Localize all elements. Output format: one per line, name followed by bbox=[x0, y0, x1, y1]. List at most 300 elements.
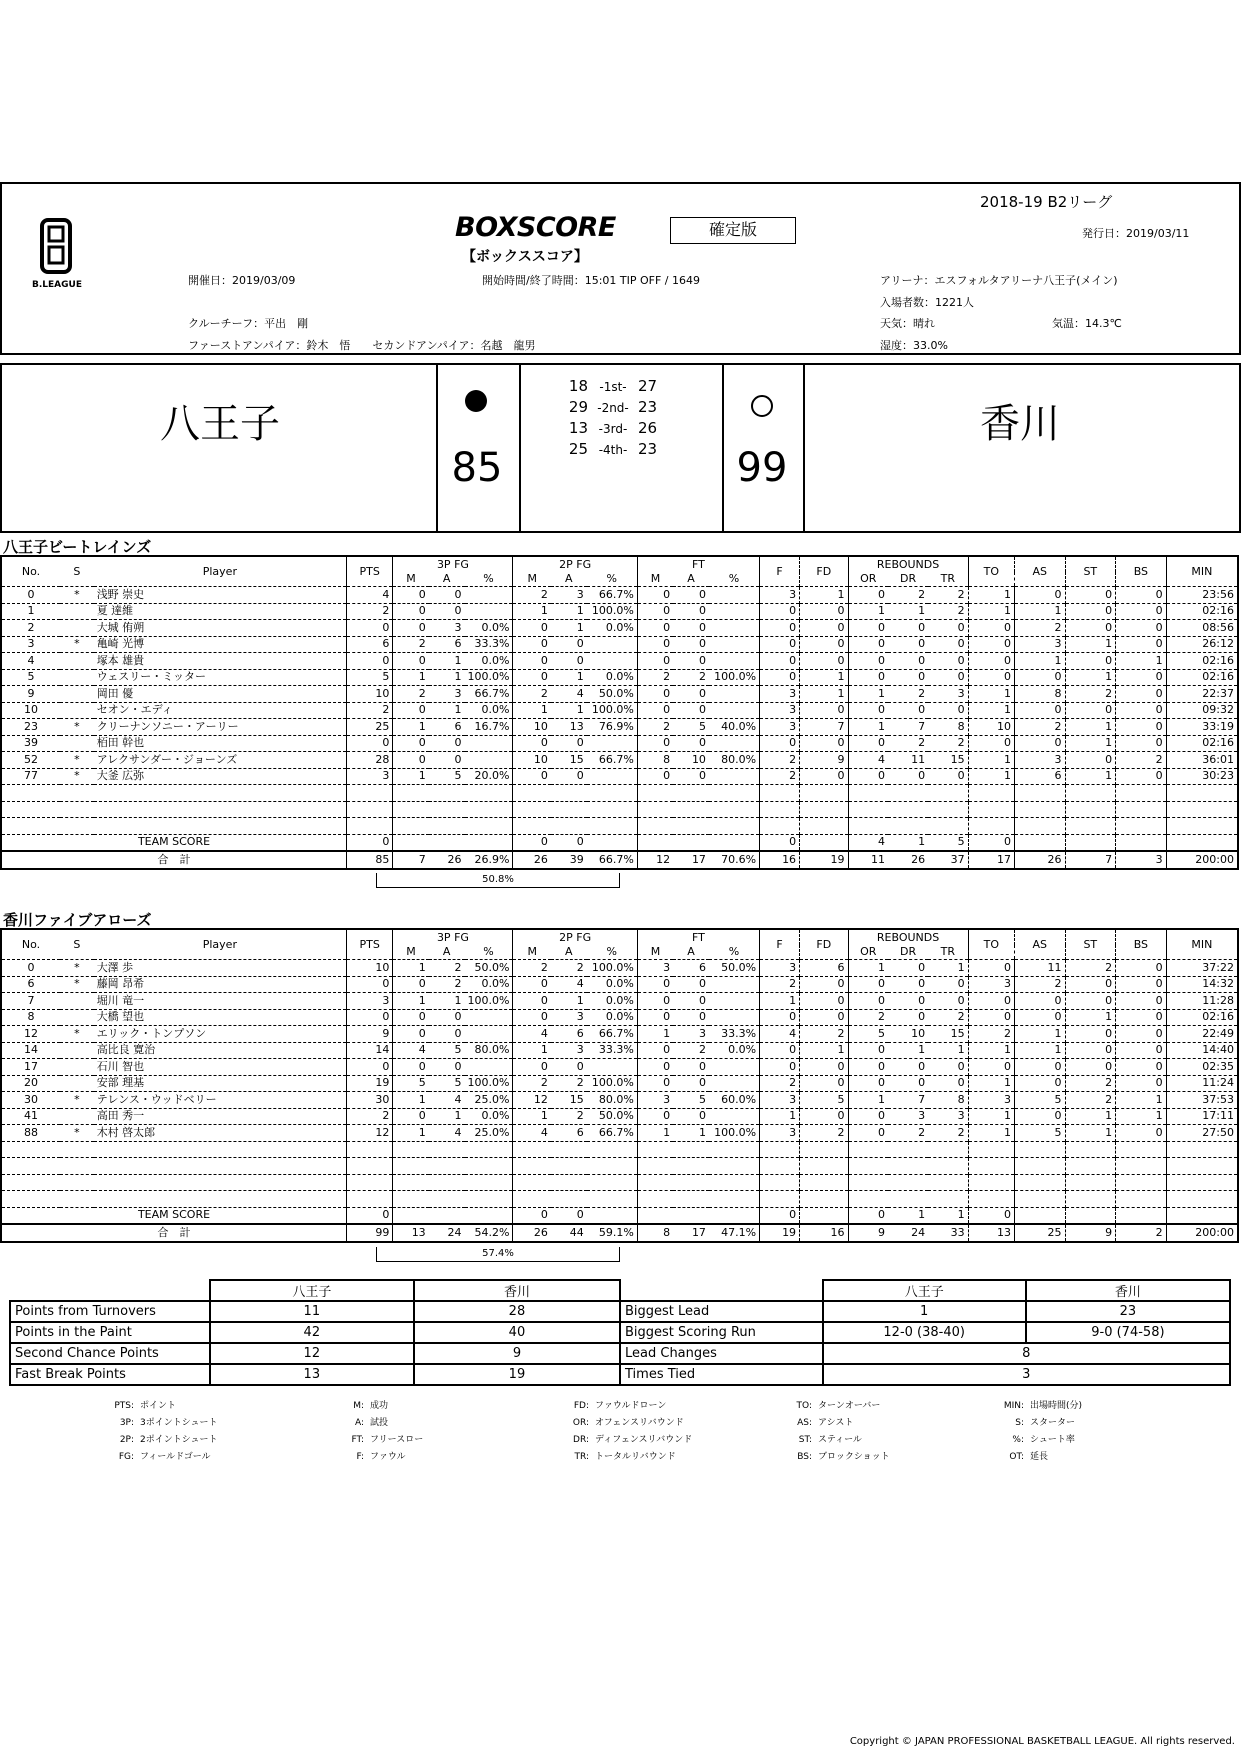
cell-ftm: 0 bbox=[637, 1042, 673, 1059]
cell-2p-pct: 0.0% bbox=[587, 976, 638, 993]
cell-player: 高比良 寛治 bbox=[94, 1042, 347, 1059]
cell-tr bbox=[928, 1191, 968, 1208]
cell-player: 浅野 崇史 bbox=[94, 587, 347, 604]
cell-tr: 15 bbox=[928, 1026, 968, 1043]
player-row bbox=[1, 686, 1238, 703]
header-row bbox=[1, 929, 1238, 945]
cell-starter: * bbox=[60, 752, 94, 769]
cell-pts: 4 bbox=[347, 587, 393, 604]
team1-title: 八王子ビートレインズ bbox=[3, 538, 152, 556]
legend-value: オフェンスリバウンド bbox=[595, 1418, 684, 1428]
cell-no bbox=[1, 801, 60, 818]
cell-fta: 2 bbox=[673, 1042, 709, 1059]
col-m: M bbox=[637, 572, 673, 587]
cell-3p-pct bbox=[465, 752, 513, 769]
cell-st: 1 bbox=[1065, 1009, 1116, 1026]
cell-no: 7 bbox=[1, 993, 60, 1010]
total-ftm: 12 bbox=[637, 851, 673, 869]
cell-3pa: 1 bbox=[429, 1108, 465, 1125]
cell-2pm: 0 bbox=[513, 993, 551, 1010]
cell-player: 亀崎 光博 bbox=[94, 636, 347, 653]
cell-no: 0 bbox=[1, 960, 60, 977]
cell-no: 17 bbox=[1, 1059, 60, 1076]
col-turnovers: TO bbox=[968, 556, 1014, 587]
cell-dr: 10 bbox=[888, 1026, 928, 1043]
legend-item bbox=[778, 1449, 890, 1466]
cell-2pm: 1 bbox=[513, 1108, 551, 1125]
cell-tr: 3 bbox=[928, 686, 968, 703]
cell-ft-pct bbox=[709, 603, 760, 620]
cell-fouls: 3 bbox=[760, 1125, 800, 1142]
cell-pts bbox=[347, 818, 393, 835]
cell-to: 1 bbox=[968, 702, 1014, 719]
cell-3pa: 5 bbox=[429, 1042, 465, 1059]
player-row bbox=[1, 1108, 1238, 1125]
cell-dr bbox=[888, 785, 928, 802]
cell-bs: 0 bbox=[1116, 735, 1167, 752]
cell-fouls: 3 bbox=[760, 686, 800, 703]
cell-player: 高田 秀一 bbox=[94, 1108, 347, 1125]
cell-ftm: 0 bbox=[637, 768, 673, 785]
cell-or: 0 bbox=[848, 702, 888, 719]
team-ftm bbox=[637, 834, 673, 851]
player-row bbox=[1, 1158, 1238, 1175]
player-row bbox=[1, 818, 1238, 835]
cell-ft-pct bbox=[709, 1158, 760, 1175]
cell-3p-pct bbox=[465, 818, 513, 835]
col-a: A bbox=[687, 945, 695, 958]
cell-fouls: 0 bbox=[760, 735, 800, 752]
cell-ft-pct bbox=[709, 620, 760, 637]
stats-row bbox=[620, 1343, 1230, 1364]
cell-starter bbox=[60, 993, 94, 1010]
cell-fouls bbox=[760, 818, 800, 835]
cell-or: 1 bbox=[848, 719, 888, 736]
cell-3pm bbox=[393, 801, 429, 818]
team-fta bbox=[673, 1207, 709, 1224]
team-bs bbox=[1116, 1207, 1167, 1224]
cell-3pm: 0 bbox=[393, 653, 429, 670]
cell-tr bbox=[928, 801, 968, 818]
cell-as: 2 bbox=[1014, 719, 1065, 736]
legend-value: 成功 bbox=[370, 1401, 389, 1411]
cell-2p-pct: 0.0% bbox=[587, 1009, 638, 1026]
legend-key: M: bbox=[353, 1401, 364, 1411]
cell-no: 23 bbox=[1, 719, 60, 736]
cell-min bbox=[1166, 818, 1238, 835]
cell-st: 0 bbox=[1065, 993, 1116, 1010]
cell-2pm bbox=[513, 1158, 551, 1175]
total-tr: 33 bbox=[928, 1224, 968, 1242]
legend-value: フィールドゴール bbox=[140, 1452, 211, 1462]
cell-fta: 10 bbox=[673, 752, 709, 769]
stats-away-value: 23 bbox=[1026, 1301, 1230, 1322]
cell-or bbox=[848, 1141, 888, 1158]
cell-3pa: 2 bbox=[429, 976, 465, 993]
total-3pm: 7 bbox=[393, 851, 429, 869]
cell-3pm: 1 bbox=[393, 1092, 429, 1109]
cell-or: 0 bbox=[848, 1125, 888, 1142]
team-pts: 0 bbox=[347, 834, 393, 851]
cell-fouls-drawn bbox=[800, 1141, 848, 1158]
weather: 天気：晴れ bbox=[880, 317, 935, 330]
player-row bbox=[1, 1191, 1238, 1208]
team-bs bbox=[1116, 834, 1167, 851]
team-fouls: 0 bbox=[760, 1207, 800, 1224]
cell-player: 大橋 望也 bbox=[94, 1009, 347, 1026]
cell-fouls-drawn: 0 bbox=[800, 1059, 848, 1076]
cell-3pa bbox=[429, 1191, 465, 1208]
cell-min: 22:49 bbox=[1166, 1026, 1238, 1043]
cell-as: 0 bbox=[1014, 669, 1065, 686]
cell-tr: 2 bbox=[928, 1009, 968, 1026]
cell-2pa: 3 bbox=[551, 587, 587, 604]
stats-label: Biggest Scoring Run bbox=[620, 1322, 823, 1343]
cell-starter: * bbox=[60, 636, 94, 653]
cell-ftm: 0 bbox=[637, 686, 673, 703]
cell-dr: 0 bbox=[888, 960, 928, 977]
col-a: A bbox=[442, 945, 451, 958]
cell-min: 37:22 bbox=[1166, 960, 1238, 977]
stats-away-value: 9-0 (74-58) bbox=[1026, 1322, 1230, 1343]
cell-no bbox=[1, 785, 60, 802]
cell-tr bbox=[928, 818, 968, 835]
cell-bs: 0 bbox=[1116, 1075, 1167, 1092]
cell-or: 1 bbox=[848, 1092, 888, 1109]
total-fouls: 16 bbox=[760, 851, 800, 869]
col-steals: ST bbox=[1065, 929, 1116, 960]
quarter-row bbox=[560, 377, 680, 395]
stats-label: Lead Changes bbox=[620, 1343, 823, 1364]
cell-fouls-drawn: 0 bbox=[800, 1075, 848, 1092]
quarter-home: 29 bbox=[568, 398, 588, 416]
col-ft: FT bbox=[637, 556, 759, 572]
player-row bbox=[1, 587, 1238, 604]
cell-st: 1 bbox=[1065, 636, 1116, 653]
cell-fouls: 3 bbox=[760, 960, 800, 977]
cell-dr: 0 bbox=[888, 1059, 928, 1076]
cell-2pa: 1 bbox=[551, 669, 587, 686]
cell-3pa bbox=[429, 801, 465, 818]
cell-3pm: 1 bbox=[393, 993, 429, 1010]
team-2p-pct bbox=[587, 834, 638, 851]
cell-to: 1 bbox=[968, 686, 1014, 703]
totals-row bbox=[1, 1224, 1238, 1242]
cell-or: 5 bbox=[848, 1026, 888, 1043]
stats-home-value: 42 bbox=[210, 1322, 414, 1343]
cell-2pa bbox=[551, 1158, 587, 1175]
cell-as: 1 bbox=[1014, 1042, 1065, 1059]
cell-3pa: 6 bbox=[429, 636, 465, 653]
cell-pts bbox=[347, 785, 393, 802]
cell-fouls bbox=[760, 1174, 800, 1191]
cell-2pa: 4 bbox=[551, 976, 587, 993]
cell-ft-pct bbox=[709, 686, 760, 703]
player-row bbox=[1, 636, 1238, 653]
cell-bs bbox=[1116, 1158, 1167, 1175]
stats-shared-value: 8 bbox=[823, 1343, 1230, 1364]
cell-2pa bbox=[551, 785, 587, 802]
player-row bbox=[1, 801, 1238, 818]
cell-fouls-drawn: 0 bbox=[800, 702, 848, 719]
cell-min: 30:23 bbox=[1166, 768, 1238, 785]
legend-item bbox=[330, 1449, 423, 1466]
cell-2p-pct bbox=[587, 818, 638, 835]
cell-bs: 0 bbox=[1116, 976, 1167, 993]
cell-st: 2 bbox=[1065, 1092, 1116, 1109]
cell-3pa: 5 bbox=[429, 768, 465, 785]
cell-2pm: 4 bbox=[513, 1125, 551, 1142]
total-2pm: 26 bbox=[513, 851, 551, 869]
cell-ft-pct bbox=[709, 993, 760, 1010]
cell-min: 14:32 bbox=[1166, 976, 1238, 993]
cell-as bbox=[1014, 1174, 1065, 1191]
cell-min bbox=[1166, 785, 1238, 802]
total-3pm: 13 bbox=[393, 1224, 429, 1242]
col-turnovers: TO bbox=[968, 929, 1014, 960]
cell-no: 88 bbox=[1, 1125, 60, 1142]
total-3pa: 24 bbox=[429, 1224, 465, 1242]
quarter-away: 23 bbox=[638, 440, 658, 458]
cell-pts: 10 bbox=[347, 686, 393, 703]
cell-ft-pct: 50.0% bbox=[709, 960, 760, 977]
cell-player: 岡田 優 bbox=[94, 686, 347, 703]
cell-ftm: 0 bbox=[637, 620, 673, 637]
cell-fouls: 0 bbox=[760, 653, 800, 670]
cell-3pa: 1 bbox=[429, 702, 465, 719]
player-row bbox=[1, 1026, 1238, 1043]
cell-3p-pct bbox=[465, 1158, 513, 1175]
cell-3pm: 0 bbox=[393, 620, 429, 637]
legend-value: ファウル bbox=[370, 1452, 406, 1462]
cell-fouls bbox=[760, 1191, 800, 1208]
cell-2pa: 1 bbox=[551, 702, 587, 719]
legend-item bbox=[778, 1398, 890, 1415]
legend-column bbox=[100, 1398, 218, 1466]
cell-pts: 0 bbox=[347, 653, 393, 670]
cell-fta: 0 bbox=[673, 768, 709, 785]
cell-2p-pct bbox=[587, 1141, 638, 1158]
cell-as: 3 bbox=[1014, 636, 1065, 653]
cell-st: 0 bbox=[1065, 976, 1116, 993]
cell-ft-pct: 40.0% bbox=[709, 719, 760, 736]
cell-3pa: 0 bbox=[429, 587, 465, 604]
game-stats-right bbox=[619, 1279, 1231, 1386]
cell-min: 09:32 bbox=[1166, 702, 1238, 719]
cell-to bbox=[968, 1191, 1014, 1208]
quarter-label: -3rd- bbox=[598, 422, 628, 436]
cell-fouls-drawn bbox=[800, 785, 848, 802]
cell-min: 02:16 bbox=[1166, 669, 1238, 686]
cell-3pa: 3 bbox=[429, 686, 465, 703]
cell-or: 0 bbox=[848, 669, 888, 686]
cell-dr: 1 bbox=[888, 603, 928, 620]
stats-away-value: 19 bbox=[414, 1364, 620, 1385]
cell-pts: 30 bbox=[347, 1092, 393, 1109]
cell-fouls: 0 bbox=[760, 603, 800, 620]
quarter-label: -2nd- bbox=[597, 401, 629, 415]
col-m: M bbox=[393, 945, 429, 960]
cell-2p-pct bbox=[587, 735, 638, 752]
team-as bbox=[1014, 834, 1065, 851]
cell-fouls-drawn: 1 bbox=[800, 1042, 848, 1059]
cell-2p-pct bbox=[587, 653, 638, 670]
cell-3pa: 1 bbox=[429, 993, 465, 1010]
legend-item bbox=[778, 1415, 890, 1432]
cell-fouls: 0 bbox=[760, 1009, 800, 1026]
cell-to bbox=[968, 818, 1014, 835]
cell-3p-pct bbox=[465, 735, 513, 752]
cell-bs: 0 bbox=[1116, 669, 1167, 686]
cell-2pm bbox=[513, 1174, 551, 1191]
cell-player bbox=[94, 785, 347, 802]
cell-or: 0 bbox=[848, 1075, 888, 1092]
cell-player bbox=[94, 1158, 347, 1175]
legend-value: ファウルドローン bbox=[595, 1401, 667, 1411]
team-score-row bbox=[1, 1207, 1238, 1224]
cell-2pm: 0 bbox=[513, 636, 551, 653]
cell-starter bbox=[60, 1009, 94, 1026]
cell-2p-pct: 66.7% bbox=[587, 1026, 638, 1043]
cell-fta: 1 bbox=[673, 1125, 709, 1142]
cell-no: 41 bbox=[1, 1108, 60, 1125]
cell-tr: 0 bbox=[928, 653, 968, 670]
stats-row bbox=[10, 1343, 620, 1364]
cell-3pa: 0 bbox=[429, 603, 465, 620]
total-fouls-drawn: 16 bbox=[800, 1224, 848, 1242]
cell-2pm: 2 bbox=[513, 1075, 551, 1092]
loss-mark-icon bbox=[465, 390, 487, 412]
cell-as bbox=[1014, 1141, 1065, 1158]
col-fouls: F bbox=[760, 929, 800, 960]
cell-3pa: 0 bbox=[429, 735, 465, 752]
team-as bbox=[1014, 1207, 1065, 1224]
cell-bs: 0 bbox=[1116, 1059, 1167, 1076]
cell-ft-pct bbox=[709, 1174, 760, 1191]
cell-player bbox=[94, 1174, 347, 1191]
cell-2pa: 0 bbox=[551, 1059, 587, 1076]
col-a: A bbox=[442, 572, 451, 585]
cell-ft-pct bbox=[709, 587, 760, 604]
cell-bs: 0 bbox=[1116, 719, 1167, 736]
cell-player: 堀川 竜一 bbox=[94, 993, 347, 1010]
col-dr: DR bbox=[900, 572, 917, 585]
cell-3pm: 0 bbox=[393, 702, 429, 719]
cell-3pm bbox=[393, 818, 429, 835]
cell-to: 1 bbox=[968, 1075, 1014, 1092]
cell-3pm: 1 bbox=[393, 669, 429, 686]
col-2pfg: 2P FG bbox=[513, 556, 637, 572]
total-3p-pct: 26.9% bbox=[465, 851, 513, 869]
col-pct: % bbox=[483, 945, 494, 958]
cell-3pm: 1 bbox=[393, 719, 429, 736]
player-row bbox=[1, 993, 1238, 1010]
cell-tr bbox=[928, 1141, 968, 1158]
col-a: A bbox=[565, 572, 573, 585]
cell-or: 0 bbox=[848, 976, 888, 993]
logo-text: B.LEAGUE bbox=[32, 280, 82, 290]
cell-st: 0 bbox=[1065, 1042, 1116, 1059]
cell-2pa bbox=[551, 818, 587, 835]
stats-row bbox=[620, 1364, 1230, 1385]
cell-player: 石川 智也 bbox=[94, 1059, 347, 1076]
cell-st: 0 bbox=[1065, 702, 1116, 719]
cell-min bbox=[1166, 1191, 1238, 1208]
cell-or: 0 bbox=[848, 653, 888, 670]
page-title: BOXSCORE bbox=[455, 212, 616, 243]
cell-3pm bbox=[393, 1158, 429, 1175]
total-ft-pct: 47.1% bbox=[709, 1224, 760, 1242]
cell-st: 0 bbox=[1065, 620, 1116, 637]
cell-to: 1 bbox=[968, 1108, 1014, 1125]
cell-or: 0 bbox=[848, 636, 888, 653]
cell-pts: 3 bbox=[347, 768, 393, 785]
legend-item bbox=[555, 1432, 692, 1449]
legend-value: ポイント bbox=[140, 1401, 177, 1411]
cell-3pa: 0 bbox=[429, 1059, 465, 1076]
cell-dr: 0 bbox=[888, 1075, 928, 1092]
cell-2pa bbox=[551, 1141, 587, 1158]
cell-ftm: 0 bbox=[637, 1009, 673, 1026]
cell-no: 1 bbox=[1, 603, 60, 620]
cell-tr: 0 bbox=[928, 1059, 968, 1076]
stats-label: Biggest Lead bbox=[620, 1301, 823, 1322]
cell-3pa: 3 bbox=[429, 620, 465, 637]
cell-fouls: 0 bbox=[760, 636, 800, 653]
stats-row bbox=[10, 1301, 620, 1322]
cell-as: 0 bbox=[1014, 1059, 1065, 1076]
quarter-label: -4th- bbox=[598, 443, 628, 457]
cell-pts: 0 bbox=[347, 1059, 393, 1076]
cell-bs: 0 bbox=[1116, 768, 1167, 785]
cell-bs bbox=[1116, 1174, 1167, 1191]
team-2pm: 0 bbox=[513, 834, 551, 851]
cell-bs: 1 bbox=[1116, 1092, 1167, 1109]
quarter-home: 13 bbox=[568, 419, 588, 437]
cell-fouls: 0 bbox=[760, 1042, 800, 1059]
cell-starter: * bbox=[60, 1092, 94, 1109]
cell-fta bbox=[673, 1174, 709, 1191]
cell-player: アレクサンダー・ジョーンズ bbox=[94, 752, 347, 769]
stats-right-head-away: 香川 bbox=[1026, 1280, 1230, 1301]
total-2pa: 44 bbox=[551, 1224, 587, 1242]
cell-3pa bbox=[429, 1158, 465, 1175]
cell-min: 27:50 bbox=[1166, 1125, 1238, 1142]
legend-item bbox=[330, 1398, 423, 1415]
cell-tr: 2 bbox=[928, 735, 968, 752]
cell-starter bbox=[60, 1158, 94, 1175]
cell-pts: 12 bbox=[347, 1125, 393, 1142]
cell-dr: 2 bbox=[888, 587, 928, 604]
cell-pts bbox=[347, 801, 393, 818]
col-pts: PTS bbox=[347, 556, 393, 587]
stats-label: Times Tied bbox=[620, 1364, 823, 1385]
cell-no: 10 bbox=[1, 702, 60, 719]
team-tr: 5 bbox=[928, 834, 968, 851]
bleague-logo bbox=[32, 218, 82, 288]
cell-dr: 0 bbox=[888, 976, 928, 993]
team-st bbox=[1065, 834, 1116, 851]
cell-fouls: 1 bbox=[760, 993, 800, 1010]
cell-pts bbox=[347, 1141, 393, 1158]
player-row bbox=[1, 752, 1238, 769]
cell-starter: * bbox=[60, 1026, 94, 1043]
legend-column bbox=[330, 1398, 423, 1466]
cell-fta bbox=[673, 785, 709, 802]
cell-2p-pct: 33.3% bbox=[587, 1042, 638, 1059]
cell-2pa: 3 bbox=[551, 1009, 587, 1026]
cell-pts: 2 bbox=[347, 1108, 393, 1125]
